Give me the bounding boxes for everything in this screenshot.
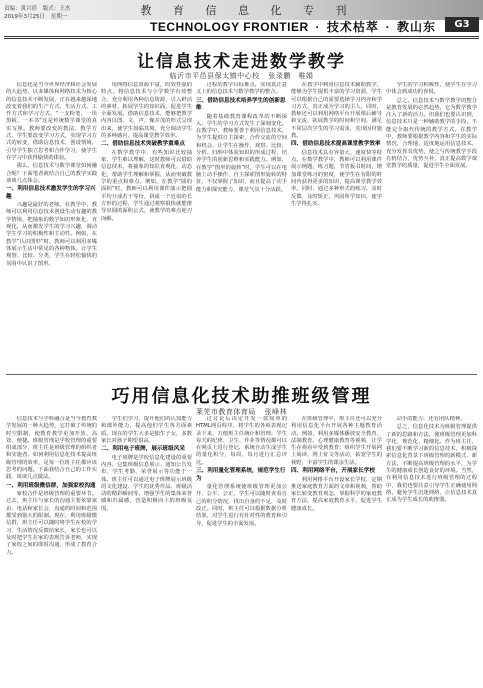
text-column — [6, 416, 97, 684]
masthead — [150, 18, 440, 34]
text-column — [196, 416, 287, 684]
section-heading: 二、借助信息技术突破教学重难点 — [101, 141, 185, 148]
text-column — [6, 82, 97, 372]
body-paragraph: 动手的能力，还有团队精神。 — [396, 416, 466, 422]
section-heading: 一、利用信息技术激发学生的学习兴趣 — [6, 186, 96, 200]
article-1-author: 张录鹏 唯娟 — [268, 72, 314, 80]
body-paragraph: 在班级管理中，班主任还可以充分利用信息化平台开展各种主题教育活动。例如，利用多媒体播放安全教育、法制教育、心理健康教育等视频，让学生在观看中受到教育；组织学生开展网上阅读、网上征文等活动，拓宽学生的视野，丰富学生的课余生活。 — [291, 416, 382, 466]
article-divider — [6, 374, 477, 375]
issue-date: 2019年3月25日 — [4, 14, 45, 20]
masthead-cn-2: 教山东 — [397, 20, 437, 34]
body-paragraph: 总之，信息化技术为班级管理提供了新的思路和方法，使班级管理更加科学化、规范化、精细化。作为班主任，我们要不断学习新的信息技术，积极探索信息化背景下班级管理的新模式、新方法，不断提高班级管理的水平，为学生的健康成长创造良好的环境。当然，在利用信息技术进行班级管理的过程中，我们也要注意引导学生正确使用网络，避免学生沉迷网络，让信息技术真正成为学生成长的助推器。 — [386, 424, 477, 504]
body-paragraph: 那么，信息技术与数学课堂如何融合呢？下面笔者就结合自己的教学实践谈谈几点体会。 — [6, 163, 97, 184]
article-1-title: 让信息技术走进数学教学 — [137, 52, 346, 72]
text-column — [101, 82, 192, 372]
text-column — [196, 82, 287, 372]
body-paragraph: 在数学教学中，有些知识比较抽象，学生难以理解，这时教师可以借助信息技术，将抽象的知识直观化、动态化，帮助学生理解和掌握，从而突破教学的重点和难点。例如，在教学“圆的面积”时，教师可以利用课件演示把圆平均分成若干等份，拼成一个近似的长方形的过程，学生通过观察很快就能推导出圆的面积公式，使教学的难点迎刃而解。 — [101, 149, 192, 222]
body-paragraph: 兴趣是最好的老师。在教学中，教师可以利用信息技术创设生动有趣的教学情境，把抽象的数学知识形象化、直观化，从而激发学生的学习兴趣，调动学生学习的积极性和主动性。例如，在教学“认识图形”时，教师可以利用多媒体展示生活中常见的各种物体，让学生观察、比较、分类，学生在轻松愉快的氛围中认识了图形。 — [6, 202, 97, 267]
section-heading: 四、利用网络平台，开展家长学校 — [291, 468, 375, 475]
section-kicker: 教 育 信 息 化 专 刊 — [140, 4, 356, 17]
body-paragraph: 信息技术具有容量大、速度快等特点。在数学教学中，教师可以利用课件展示例题、练习题，节省板书时间，增加课堂练习的密度，使学生在有限的时间内获得更多的知识，提高课堂教学效率。同时，通过多种形式的练习，及时反馈，及时矫正，巩固所学知识，使学生学得扎实。 — [291, 149, 382, 207]
body-paragraph: 在教学中利用信息技术辅助教学，能够为学生提供丰富的学习资源，学生可以根据自己的需要选择学习内容和学习方式，真正成为学习的主人。同时，教师还可以利用网络平台开展课后辅导和交流，拓展教学的时间和空间，满足不同层次学生的学习需求，实现因材施教。 — [291, 82, 382, 140]
body-paragraph: 过讨论后决定开发一款简单的HTML网页程序，将学生的各项表现记录下来，方便班主任统计和管理。学生每天的纪律、卫生、作业等情况都可以在网页上进行登记，系统自动生成学生的量化积分，每周、每月进行汇总评比。 — [196, 416, 287, 466]
article-2-body — [6, 416, 477, 684]
body-paragraph: 学生的学习积极性，使学生在学习中体会到成功的喜悦。 — [386, 82, 477, 96]
masthead-separator: · — [315, 20, 320, 34]
body-paragraph: 信息化是当今世界经济和社会发展的大趋势，以多媒体和网络技术为核心的信息技术不断发展，正在越来越深地改变着我们的生产方式、生活方式、工作方式和学习方式。“一支粉笔、一块黑板、一本书”这是传统数学课堂的真实写照。教师要改变的教法、教学方式，学生要改变学习方式，实现学习方式的转变，借助信息技术，创设情境，引导学生独立思考和合作学习，使学生在学习中获得愉快的体验。 — [6, 82, 97, 161]
issue-weekday: 星期一 — [50, 14, 68, 20]
body-paragraph: 随着基础教育课程改革的不断深入，学生的学习方式发生了深刻变化。在教学中，教师要善于利用信息技术，为学生提供自主探索、合作交流的空间和机会，让学生在操作、观察、比较、分析、归纳中体验知识的形成过程，培养学生的创新思维和实践能力。例如，在教学“图形的旋转”时，学生可以在电脑上动手操作，自主探索图形旋转的特征，不仅掌握了知识，而且提高了动手能力和探究能力，课堂气氛十分活跃。 — [196, 113, 287, 193]
masthead-en: TECHNOLOGY FRONTIER — [150, 20, 309, 34]
section-heading: 二、利用电子班牌，展示班级风采 — [101, 446, 185, 453]
section-heading: 四、借助信息技术提高课堂教学效率 — [291, 141, 381, 148]
body-paragraph: 过程的教学目标难点，实现真正意义上的信息技术与数学教学的整合。 — [196, 82, 287, 96]
masthead-cn-1: 技术枯萃 — [326, 20, 379, 34]
article-2-author: 张峰林 — [264, 408, 288, 416]
article-2-author-org: 莱芜市教育体育局 — [195, 408, 256, 416]
body-paragraph: 量化管理系统使班级管理更加公开、公平、公正，学生可以随时查看自己的积分情况，找出自身的不足，及时改正。同时，班主任可以根据数据分析结果，对学生进行有针对性的教育和引导，促进学生的全面发展。 — [196, 484, 287, 527]
page-number-badge: G3 — [445, 17, 479, 32]
section-heading: 三、借助信息技术培养学生的创新思维 — [196, 97, 286, 112]
body-paragraph: 学生们学习，提升他们的认知能力和课外能力，提高他们学生各方面素质。现在的学生大多是独生子女，多数家长对孩子期望很高。 — [101, 416, 192, 444]
body-paragraph: 信息技术与学科融合是当今教育教学发展的一种大趋势，它打破了传统的时空限制，使教育教学更加开放、高效、便捷。班级管理是学校管理的重要组成部分，班主任是班级管理的组织者和实施者。如何利用信息化技术提高班级管理的效率，是每一位班主任都应该思考的问题。下面我结合自己的工作实践，谈谈几点做法。 — [6, 416, 97, 481]
body-paragraph: 总之，信息技术与数学教学的整合是教育发展的必然趋势，它为数学教学注入了新的活力。但我们也要认识到，信息技术只是一种辅助教学的手段，不能完全取代传统的教学方式。在教学中，教师要根据教学内容和学生的实际情况，合理地、适度地运用信息技术，充分发挥其优势，使之与传统教学手段有机结合，优势互补，真正提高数学课堂教学的质量，促进学生全面发展。 — [386, 97, 477, 170]
body-paragraph: 家校合作是班级管理的重要环节。过去，班主任与家长的沟通主要依靠家访、电话和家长会，沟通的时间和范围都受到很大的限制。现在，利用班级微信群，班主任可以随时将学生在校的学习、生活情况反馈给家长，家长也可以及时把学生在家的表现告诉老师，实现了家校之间的即时沟通，形成了教育合力。 — [6, 491, 97, 556]
body-paragraph: 利用网络平台开设家长学校，定期推送家庭教育方面的文章和视频，帮助家长转变教育观念，掌握科学的家庭教育方法，提高家庭教育水平，促进学生健康成长。 — [291, 476, 382, 512]
article-1-body — [6, 82, 477, 372]
header-meta — [4, 6, 114, 21]
text-column — [101, 416, 192, 684]
editor-credit: 责编：黄兴蓓 — [4, 6, 38, 12]
article-1-byline — [10, 71, 473, 81]
body-paragraph: 用网络信息资源丰富，时效性强的特点，将信息技术与小学数学有效整合，充分利用各种信息资源，引入鲜活的素材，拓展学生的知识面，促进学生全面发展。借助信息技术，能够把教学内容以图、文、声、像并茂的形式呈现出来，使学生如临其境，充分调动学生的多种感官，提高课堂教学效率。 — [101, 82, 192, 140]
header-rule-thin — [4, 38, 479, 39]
text-column — [386, 416, 477, 684]
body-paragraph: 电子班牌是学校信息化建设的重要内容，它集班级信息展示、通知公告发布、学生考勤、荣誉展示等功能于一体。班主任可以通过电子班牌展示班级的文化建设、学生的优秀作品、班级活动的精彩瞬间等，增强学生的集体荣誉感和归属感，营造积极向上的班级氛围。 — [101, 454, 192, 512]
article-2-title: 巧用信息化技术助推班级管理 — [111, 386, 372, 407]
masthead-separator: · — [385, 20, 391, 34]
text-column — [291, 82, 382, 372]
text-column — [291, 416, 382, 684]
section-heading: 一、利用班级微信群，加强家校沟通 — [6, 482, 96, 489]
section-heading: 三、利用量化管理系统，规范学生行为 — [196, 468, 286, 482]
article-1-author-org: 临沂市平邑县保太镇中心校 — [169, 72, 260, 80]
text-column — [386, 82, 477, 372]
layout-credit: 版式：王杰 — [42, 6, 71, 12]
header-rule — [4, 36, 479, 37]
